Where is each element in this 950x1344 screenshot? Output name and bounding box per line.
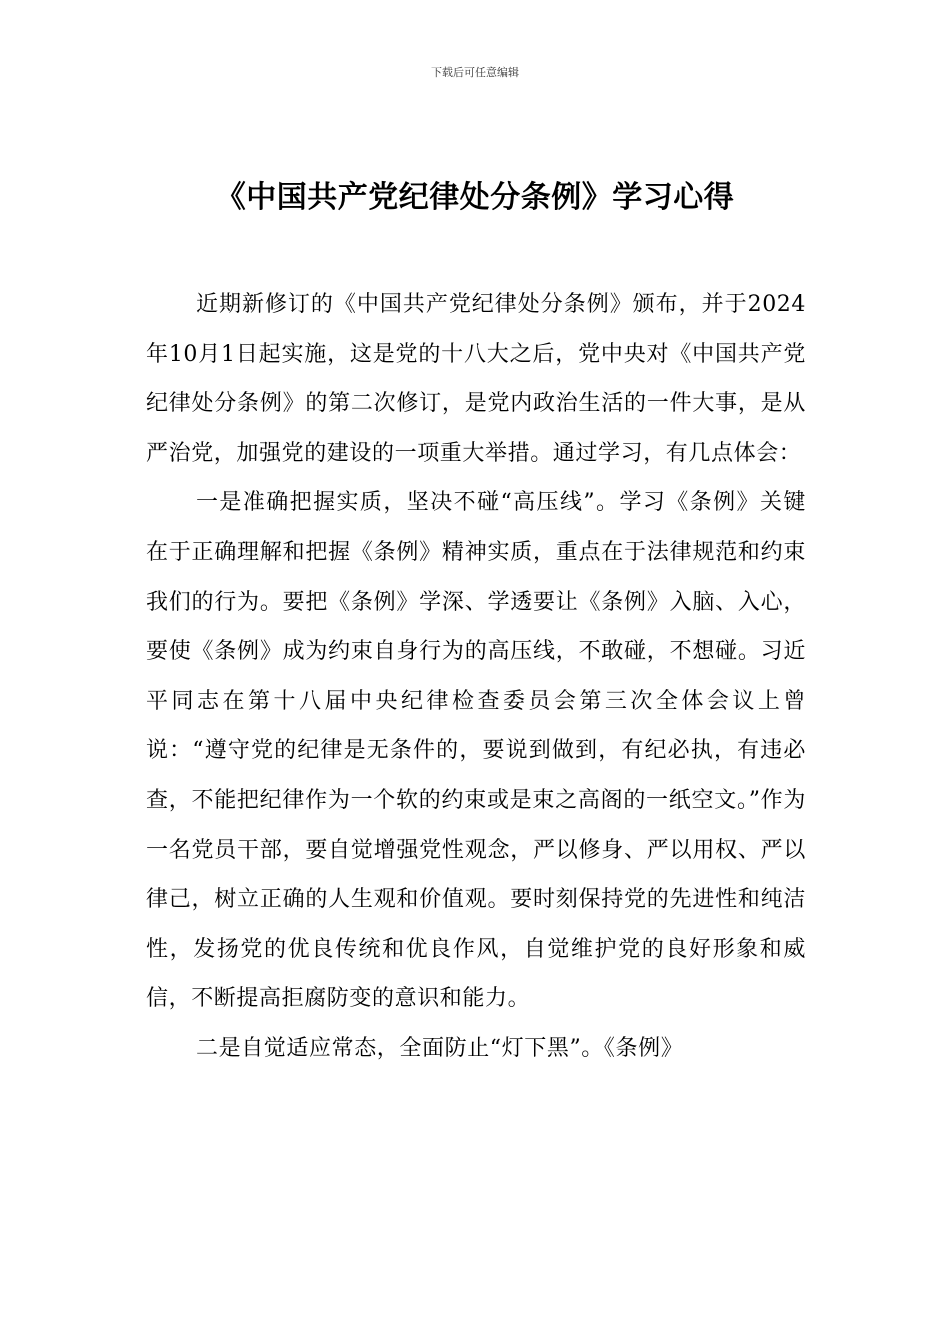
document-title: 《中国共产党纪律处分条例》学习心得 bbox=[215, 180, 735, 215]
header-note: 下载后可任意编辑 bbox=[431, 66, 519, 79]
paragraph-point-two: 二是自觉适应常态，全面防止“灯下黑”。《条例》 bbox=[196, 1035, 684, 1061]
paragraph-point-one: 一是准确把握实质，坚决不碰“高压线”。学习《条例》关键在于正确理解和把握《条例》精神实质，重点在于法律规范和约束我们的行为。要把《条例》学深、学透要让《条例》入脑、入心，要使《条例》成为约束自身行为的高压线，不敢碰，不想碰。习近平同志在第十八届中央纪律检查委员会第三次全体会议上曾说：“遵守党的纪律是无条件的，要说到做到，有纪必执，有违必查，不能把纪律作为一个软的约束或是束之高阁的一纸空文。”作为一名党员干部，要自觉增强党性观念，严以修身、严以用权、严以律己，树立正确的人生观和价值观。要时刻保持党的先进性和纯洁性，发扬党的优良传统和优良作风，自觉维护党的良好形象和威信，不断提高拒腐防变的意识和能力。 bbox=[146, 490, 806, 1012]
document-body bbox=[146, 280, 806, 1074]
paragraph-intro: 近期新修订的《中国共产党纪律处分条例》颁布，并于2024年10月1日起实施，这是党的十八大之后，党中央对《中国共产党纪律处分条例》的第二次修订，是党内政治生活的一件大事，是从严治党，加强党的建设的一项重大举措。通过学习，有几点体会： bbox=[146, 292, 806, 466]
